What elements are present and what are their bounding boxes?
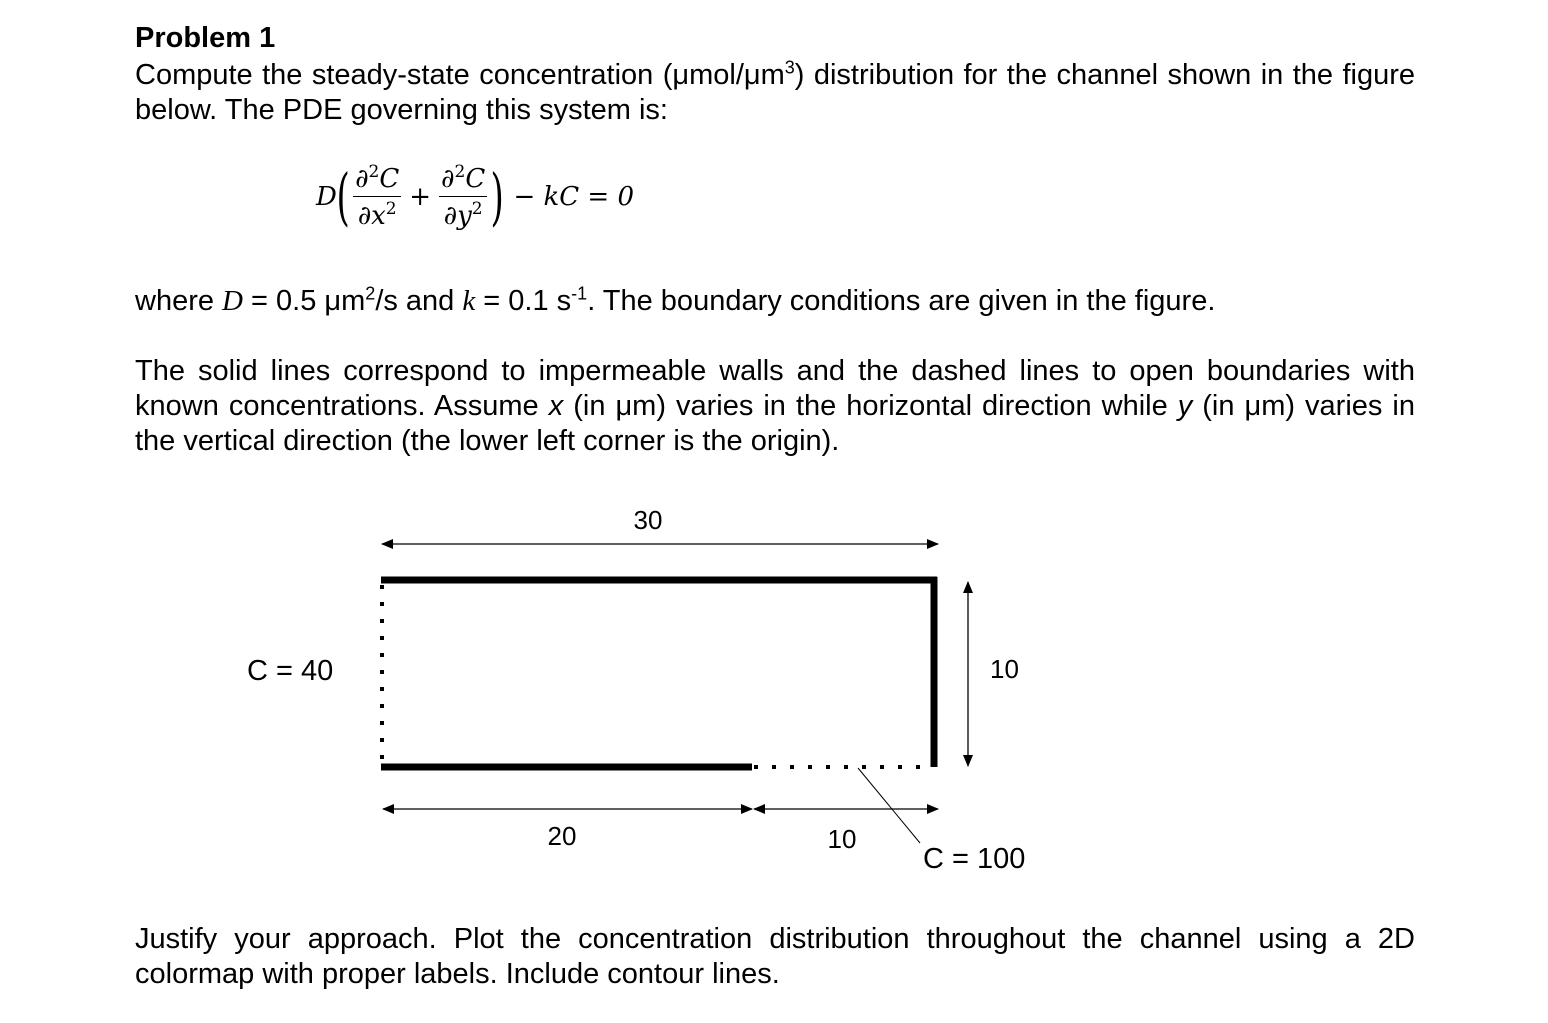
intro-paragraph: Compute the steady-state concentration $(\mu mol/\mu m^3)$ distribution for the channel shown in the figure below. The PDE governing this system is: [135,57,1415,126]
problem-title: Problem 1 [135,22,276,54]
eq-left-paren: ( [336,160,350,233]
dim-label-top: 30 [633,505,663,535]
eq-fraction-y: $\frac{\partial^2C}{\partial y^2}$ [441,162,486,231]
description-paragraph: The solid lines correspond to impermeable walls and the dashed lines to open boundaries with known concentrations. Assume x (in μm) varies in the horizontal direction while y (in μm) varies in the vertical direction (the lower left corner is the origin). [135,355,1415,457]
bottom-bc-leader [858,768,920,843]
eq-tail: − kC = 0 [513,181,634,212]
eq-coefficient-d: D [316,181,337,212]
pde-equation: D ( $\frac{\partial^2C}{\partial x^2}$ + $\frac{\partial^2C}{\partial y^2}$ ) − kC = 0 [316,160,634,233]
closing-paragraph: Justify your approach. Plot the concentration distribution throughout the channel using a 2D colormap with proper labels. Include contour lines. [135,923,1415,990]
eq-right-paren: ) [490,160,504,233]
dim-label-right: 10 [990,654,1019,684]
dim-label-bottom-wall: 20 [547,821,577,851]
bottom-bc-label: C = 100 [923,843,1026,875]
dim-label-bottom-open: 10 [827,824,857,854]
eq-fraction-x: $\frac{\partial^2C}{\partial x^2}$ [355,162,400,231]
left-bc-label: C = 40 [247,655,334,687]
parameters-line: where D = 0.5 $\mu m^2/s$ and k = 0.1 $s^{-1}$. The boundary conditions are given in the figure. [135,283,1216,317]
